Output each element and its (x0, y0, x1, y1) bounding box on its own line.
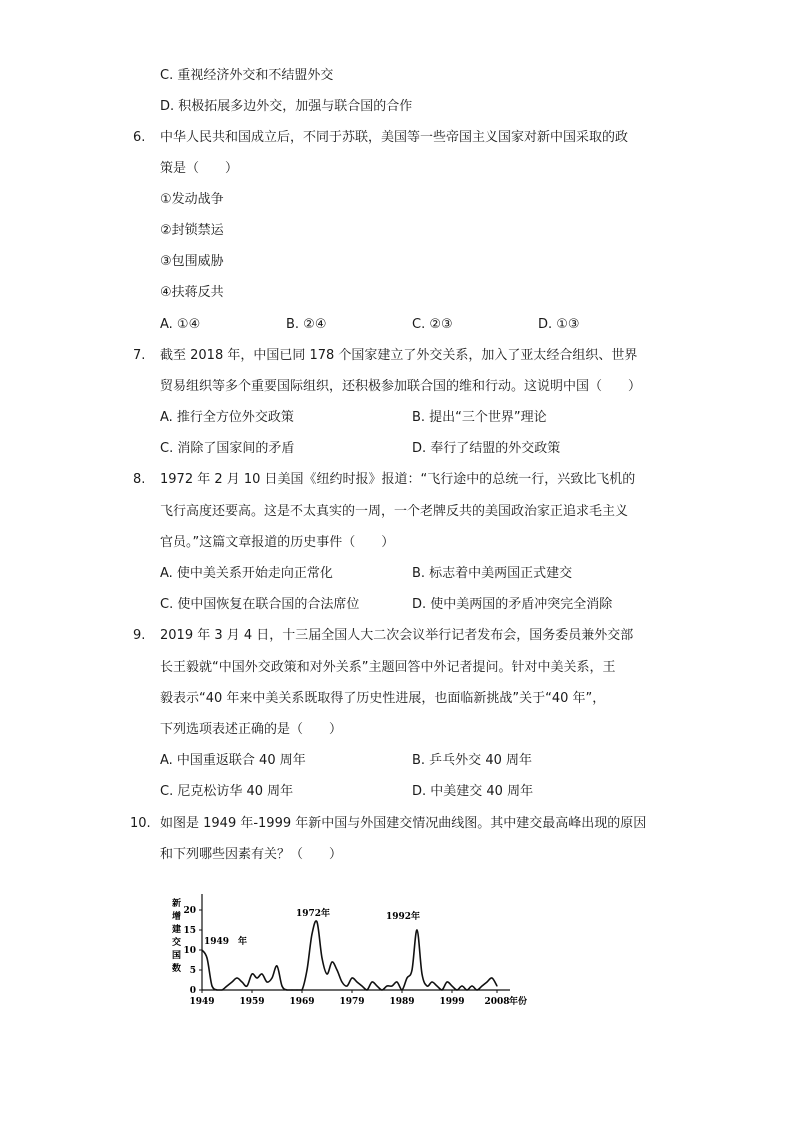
chart-ylabel (172, 897, 181, 974)
chart-y-tick-label: 15 (183, 926, 196, 936)
chart-y-tick-label: 20 (183, 906, 196, 916)
q5-option-c[interactable]: C. 重视经济外交和不结盟外交 (160, 68, 334, 83)
chart-y-tick-label: 5 (189, 966, 196, 976)
chart-data-point (376, 985, 377, 986)
chart-data-point (436, 985, 437, 986)
chart-data-point (381, 989, 382, 990)
chart-data-point (471, 985, 472, 986)
chart-x-tick-label: 1979 (339, 997, 365, 1007)
chart-y-tick-label: 10 (183, 946, 196, 956)
chart-data-point (496, 985, 497, 986)
chart-data-point (306, 969, 307, 970)
chart-ylabel-char: 增 (172, 912, 182, 922)
q6-option-b[interactable]: B. ②④ (286, 317, 327, 332)
chart-data-point (336, 969, 337, 970)
chart-data-point (416, 929, 417, 930)
chart-data-point (221, 989, 222, 990)
chart-data-point (371, 981, 372, 982)
chart-data-point (466, 989, 467, 990)
chart-data-point (311, 933, 312, 934)
chart-x-tick-label: 1949 (189, 997, 215, 1007)
chart-data-point (351, 977, 352, 978)
q8-option-b[interactable]: B. 标志着中美两国正式建交 (412, 566, 573, 581)
chart-data-point (341, 981, 342, 982)
chart-ylabel-char: 新 (172, 899, 182, 909)
q8-stem-line2: 飞行高度还要高。这是不太真实的一周，一个老牌反共的美国政治家正追求毛主义 (160, 504, 629, 519)
chart-data-point (361, 985, 362, 986)
chart-data-point (326, 973, 327, 974)
chart-data-point (211, 985, 212, 986)
chart-data-point (271, 977, 272, 978)
chart-data-point (391, 985, 392, 986)
chart-data-point (486, 981, 487, 982)
chart-data-point (431, 981, 432, 982)
q10-number: 10. (130, 816, 151, 831)
chart-data-point (426, 985, 427, 986)
q6-option-a[interactable]: A. ①④ (160, 317, 201, 332)
q7-number: 7. (133, 348, 146, 363)
chart-x-tick-label: 1969 (289, 997, 315, 1007)
chart-x-tick-label: 1959 (239, 997, 265, 1007)
q9-stem-line4: 下列选项表述正确的是（ ） (160, 722, 343, 737)
chart-data-point (266, 981, 267, 982)
chart-axes (202, 894, 510, 990)
chart-data-point (281, 985, 282, 986)
q6-item-1: ①发动战争 (160, 192, 224, 207)
q9-number: 9. (133, 628, 146, 643)
q7-option-a[interactable]: A. 推行全方位外交政策 (160, 410, 294, 425)
chart-x-tick-label: 1989 (389, 997, 415, 1007)
chart-data-point (276, 965, 277, 966)
q7-option-d[interactable]: D. 奉行了结盟的外交政策 (412, 441, 561, 456)
chart-ylabel-char: 数 (172, 964, 182, 974)
chart-data-point (251, 973, 252, 974)
q9-stem-line3: 毅表示“40 年来中美关系既取得了历史性进展，也面临新挑战”关于“40 年”， (160, 691, 606, 706)
q9-stem-line2: 长王毅就“中国外交政策和对外关系”主题回答中外记者提问。针对中美关系，王 (160, 660, 616, 675)
q8-option-d[interactable]: D. 使中美两国的矛盾冲突完全消除 (412, 597, 613, 612)
chart-data-point (216, 989, 217, 990)
q7-stem-line1: 截至 2018 年，中国已同 178 个国家建立了外交关系，加入了亚太经合组织、世界 (160, 348, 638, 363)
chart-data-point (406, 977, 407, 978)
chart-annotation-1949: 1949 年 (204, 937, 248, 947)
q6-number: 6. (133, 130, 146, 145)
q9-option-d[interactable]: D. 中美建交 40 周年 (412, 784, 534, 799)
q9-option-b[interactable]: B. 乒乓外交 40 周年 (412, 753, 532, 768)
chart-ylabel-char: 国 (172, 951, 182, 961)
chart-data-point (286, 989, 287, 990)
chart-data-point (321, 957, 322, 958)
chart-data-point (356, 981, 357, 982)
chart-data-point (261, 973, 262, 974)
diplomatic-relations-chart (160, 880, 528, 1010)
chart-x-tick-label: 2008 (484, 997, 510, 1007)
chart-data-point (331, 961, 332, 962)
chart-data-point (456, 989, 457, 990)
chart-data-point (291, 989, 292, 990)
chart-data-point (401, 989, 402, 990)
q6-item-2: ②封锁禁运 (160, 223, 224, 238)
chart-ylabel-char: 建 (172, 925, 182, 935)
chart-data-point (476, 989, 477, 990)
chart-annotation-1992: 1992年 (386, 912, 421, 922)
chart-data-point (411, 969, 412, 970)
chart-annotation-1972: 1972年 (296, 909, 331, 919)
chart-data-point (461, 985, 462, 986)
chart-data-point (481, 985, 482, 986)
chart-data-point (491, 977, 492, 978)
q7-stem-line2: 贸易组织等多个重要国际组织，还积极参加联合国的维和行动。这说明中国（ ） (160, 379, 642, 394)
chart-data-point (226, 985, 227, 986)
chart-data-point (386, 985, 387, 986)
chart-data-point (246, 985, 247, 986)
q6-option-c[interactable]: C. ②③ (412, 317, 453, 332)
q5-option-d[interactable]: D. 积极拓展多边外交，加强与联合国的合作 (160, 99, 413, 114)
chart-data-point (236, 977, 237, 978)
chart-data-point (256, 977, 257, 978)
chart-data-point (206, 957, 207, 958)
chart-data-point (396, 981, 397, 982)
chart-data-point (346, 985, 347, 986)
q6-stem-line1: 中华人民共和国成立后，不同于苏联，美国等一些帝国主义国家对新中国采取的政 (160, 130, 629, 145)
q6-stem-line2: 策是（ ） (160, 161, 239, 176)
q7-option-c[interactable]: C. 消除了国家间的矛盾 (160, 441, 295, 456)
q8-number: 8. (133, 472, 146, 487)
q10-stem-line1: 如图是 1949 年-1999 年新中国与外国建交情况曲线图。其中建交最高峰出现的原因 (160, 816, 647, 831)
chart-ylabel-char: 交 (172, 938, 182, 948)
q8-stem-line3: 官员。”这篇文章报道的历史事件（ ） (160, 535, 395, 550)
chart-y-tick-label: 0 (189, 986, 196, 996)
chart-y-ticks (183, 906, 202, 996)
chart-data-point (316, 921, 317, 922)
q8-stem-line1: 1972 年 2 月 10 日美国《纽约时报》报道：“飞行途中的总统一行，兴致比飞机的 (160, 472, 636, 487)
q9-option-c[interactable]: C. 尼克松访华 40 周年 (160, 784, 294, 799)
chart-data-point (241, 981, 242, 982)
q9-option-a[interactable]: A. 中国重返联合 40 周年 (160, 753, 306, 768)
q8-option-a[interactable]: A. 使中美关系开始走向正常化 (160, 566, 333, 581)
chart-data-point (421, 973, 422, 974)
q6-item-4: ④扶蒋反共 (160, 285, 224, 300)
chart-xlabel: 年份 (509, 997, 528, 1007)
chart-data-point (451, 985, 452, 986)
q7-option-b[interactable]: B. 提出“三个世界”理论 (412, 410, 547, 425)
chart-x-tick-label: 1999 (439, 997, 465, 1007)
q10-stem-line2: 和下列哪些因素有关？（ ） (160, 847, 343, 862)
chart-data-point (441, 989, 442, 990)
q8-option-c[interactable]: C. 使中国恢复在联合国的合法席位 (160, 597, 360, 612)
q6-item-3: ③包围威胁 (160, 254, 224, 269)
chart-data-point (446, 981, 447, 982)
chart-data-point (366, 989, 367, 990)
chart-x-ticks (189, 990, 527, 1007)
chart-data-point (296, 989, 297, 990)
chart-data-point (231, 981, 232, 982)
q9-stem-line1: 2019 年 3 月 4 日，十三届全国人大二次会议举行记者发布会，国务委员兼外交部 (160, 628, 634, 643)
chart-series-line (202, 921, 497, 990)
chart-data-point (301, 989, 302, 990)
q6-option-d[interactable]: D. ①③ (538, 317, 580, 332)
chart-data-point (201, 949, 202, 950)
